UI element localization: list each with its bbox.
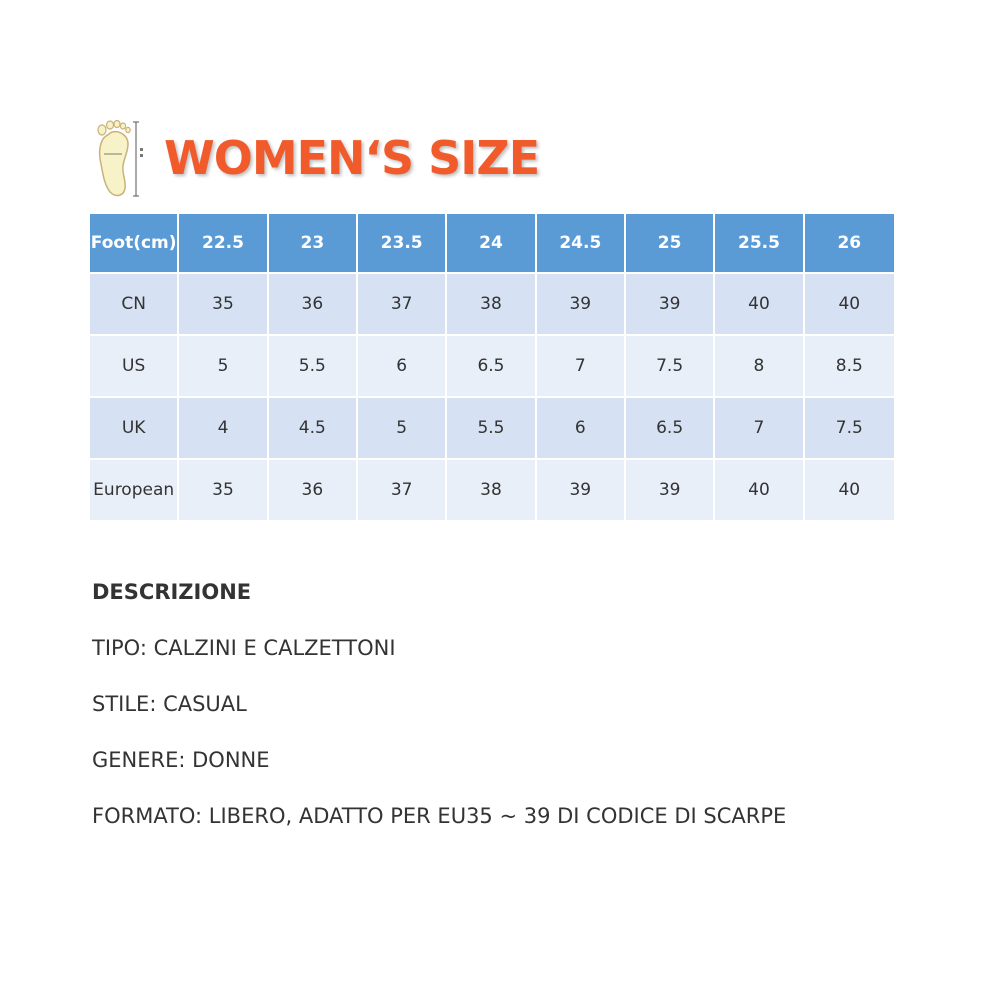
table-cell: 7 xyxy=(715,396,804,458)
table-header-row xyxy=(90,214,894,272)
table-row-cn xyxy=(90,272,894,334)
table-cell: 4 xyxy=(179,396,268,458)
description-gender: GENERE: DONNE xyxy=(92,748,270,772)
header-foot-cm-cell: 23 xyxy=(269,214,358,272)
page-title: WOMEN‘S SIZE xyxy=(164,131,540,185)
table-cell: 6.5 xyxy=(447,334,536,396)
table-cell: 40 xyxy=(805,458,894,520)
table-cell: 35 xyxy=(179,272,268,334)
table-cell: 37 xyxy=(358,272,447,334)
table-cell: 7.5 xyxy=(626,334,715,396)
header-foot-cm-cell: 25.5 xyxy=(715,214,804,272)
row-label-cell: European xyxy=(90,458,179,520)
header-foot-cm-cell: 24.5 xyxy=(537,214,626,272)
table-cell: 39 xyxy=(537,458,626,520)
header-foot-cm-cell: 26 xyxy=(805,214,894,272)
table-cell: 8.5 xyxy=(805,334,894,396)
table-cell: 6 xyxy=(358,334,447,396)
table-cell: 36 xyxy=(269,458,358,520)
row-label-cell: UK xyxy=(90,396,179,458)
description-type: TIPO: CALZINI E CALZETTONI xyxy=(92,636,396,660)
table-cell: 40 xyxy=(805,272,894,334)
table-cell: 40 xyxy=(715,272,804,334)
table-cell: 5 xyxy=(179,334,268,396)
table-cell: 4.5 xyxy=(269,396,358,458)
size-chart-table xyxy=(90,214,894,520)
description-style: STILE: CASUAL xyxy=(92,692,247,716)
description-heading: DESCRIZIONE xyxy=(92,580,252,604)
table-cell: 38 xyxy=(447,458,536,520)
table-cell: 6 xyxy=(537,396,626,458)
table-cell: 38 xyxy=(447,272,536,334)
row-label-cell: US xyxy=(90,334,179,396)
foot-outline-icon xyxy=(92,118,148,198)
table-row-european xyxy=(90,458,894,520)
table-cell: 5.5 xyxy=(269,334,358,396)
table-cell: 36 xyxy=(269,272,358,334)
table-cell: 6.5 xyxy=(626,396,715,458)
description-format: FORMATO: LIBERO, ADATTO PER EU35 ~ 39 DI CODICE DI SCARPE xyxy=(92,804,787,828)
header-foot-cm-cell: 23.5 xyxy=(358,214,447,272)
table-row-us xyxy=(90,334,894,396)
table-cell: 5 xyxy=(358,396,447,458)
header-foot-cm-cell: 22.5 xyxy=(179,214,268,272)
header-label-cell: Foot(cm) xyxy=(90,214,179,272)
product-description xyxy=(92,572,786,836)
table-cell: 5.5 xyxy=(447,396,536,458)
table-cell: 40 xyxy=(715,458,804,520)
header-foot-cm-cell: 24 xyxy=(447,214,536,272)
table-cell: 35 xyxy=(179,458,268,520)
table-row-uk xyxy=(90,396,894,458)
row-label-cell: CN xyxy=(90,272,179,334)
table-cell: 39 xyxy=(626,272,715,334)
table-cell: 8 xyxy=(715,334,804,396)
table-cell: 37 xyxy=(358,458,447,520)
table-cell: 39 xyxy=(537,272,626,334)
header-foot-cm-cell: 25 xyxy=(626,214,715,272)
size-title-block xyxy=(92,118,539,198)
table-cell: 39 xyxy=(626,458,715,520)
table-cell: 7 xyxy=(537,334,626,396)
table-cell: 7.5 xyxy=(805,396,894,458)
